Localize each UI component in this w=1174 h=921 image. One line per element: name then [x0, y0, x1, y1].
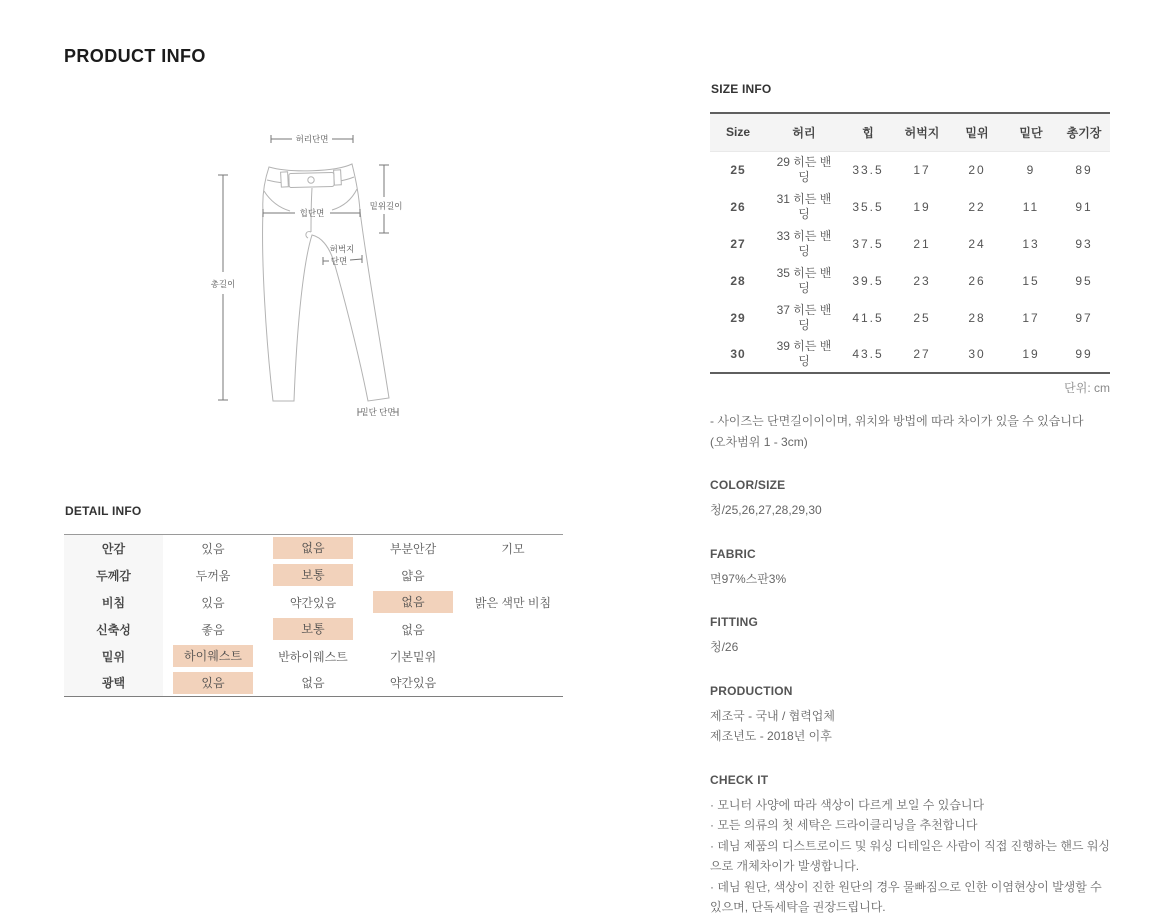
detail-label: 두께감 [64, 562, 163, 589]
option-label: 없음 [301, 676, 325, 691]
col-size: Size [710, 113, 766, 151]
length-cell: 91 [1075, 199, 1093, 214]
thigh-cell: 21 [913, 236, 931, 251]
length-cell: 99 [1075, 347, 1093, 361]
hem-width-label: 밑단 단면 [360, 407, 396, 417]
production-section [710, 684, 1116, 747]
length-cell: 93 [1075, 236, 1093, 251]
size-note-line: (오차범위 1 - 3cm) [710, 434, 808, 449]
hem-cell: 19 [1022, 347, 1040, 361]
thigh-cell: 27 [913, 347, 931, 361]
detail-option [363, 535, 463, 562]
size-cell: 30 [730, 347, 746, 361]
size-cell: 28 [730, 273, 746, 288]
option-label: 두꺼움 [195, 568, 231, 583]
size-info-heading: SIZE INFO [711, 82, 772, 96]
fitting-heading: FITTING [710, 615, 759, 629]
production-line: 제조년도 - 2018년 이후 [710, 729, 832, 743]
thigh-label-line1: 허벅지 [329, 244, 355, 254]
detail-option [163, 643, 263, 670]
option-label: 부분안감 [389, 541, 437, 556]
color-size-value: 청/25,26,27,28,29,30 [710, 503, 822, 517]
length-cell: 95 [1075, 273, 1093, 288]
option-label-selected: 없음 [373, 591, 453, 613]
button [308, 177, 314, 183]
fabric-heading: FABRIC [710, 546, 756, 561]
detail-option [363, 670, 463, 697]
thigh-cell: 23 [913, 273, 931, 288]
hem-cell: 17 [1022, 310, 1040, 325]
option-label-selected: 보통 [273, 618, 353, 640]
check-it-line: · 데님 제품의 디스트로이드 및 워싱 디테일은 사람이 직접 진행하는 핸드 워싱으로 개체차이가 발생합니다. [710, 838, 1111, 873]
detail-row-sheerness [64, 589, 563, 616]
option-label: 좋음 [201, 622, 225, 637]
detail-row-lining [64, 535, 563, 562]
color-size-section [710, 478, 1116, 521]
detail-option [463, 670, 563, 697]
option-label: 기본밑위 [389, 649, 437, 664]
option-label: 반하이웨스트 [278, 649, 348, 664]
detail-option [263, 589, 363, 616]
detail-info-heading: DETAIL INFO [65, 504, 142, 518]
detail-option [263, 535, 363, 562]
length-cell: 89 [1075, 162, 1093, 177]
hip-cell: 43.5 [852, 347, 884, 361]
detail-label: 비침 [64, 589, 163, 616]
size-info-section [710, 82, 1116, 918]
rise-cell: 22 [968, 199, 986, 214]
waist-cell: 35 히든 밴딩 [776, 265, 832, 295]
size-cell: 29 [730, 310, 746, 325]
detail-row-gloss [64, 670, 563, 697]
size-row [710, 151, 1110, 188]
size-table [710, 112, 1110, 374]
detail-option [463, 535, 563, 562]
detail-option [263, 562, 363, 589]
waist-cell: 39 히든 밴딩 [776, 339, 832, 368]
detail-option [363, 562, 463, 589]
page-title: PRODUCT INFO [64, 46, 206, 66]
option-label-selected: 없음 [273, 537, 353, 559]
hip-cell: 41.5 [852, 310, 884, 325]
detail-label: 신축성 [64, 616, 163, 643]
size-cell: 26 [730, 199, 746, 214]
pants-diagram-svg [190, 110, 430, 440]
thigh-cell: 25 [913, 310, 931, 325]
rise-cell: 24 [968, 236, 986, 251]
hem-cell: 9 [1026, 162, 1036, 177]
waist-cell: 33 히든 밴딩 [776, 228, 832, 258]
col-waist: 허리 [766, 113, 842, 151]
hip-cell: 33.5 [852, 162, 884, 177]
check-it-line: · 모든 의류의 첫 세탁은 드라이클리닝을 추천합니다 [710, 818, 978, 832]
check-it-line: · 데님 원단, 색상이 진한 원단의 경우 물빠짐으로 인한 이염현상이 발생할 수 있으며, 단독세탁을 권장드립니다. [710, 879, 1102, 914]
detail-option [163, 670, 263, 697]
belt-loop-left [281, 172, 289, 187]
hip-cell: 37.5 [852, 236, 884, 251]
rise-cell: 26 [968, 273, 986, 288]
detail-option [263, 670, 363, 697]
detail-option [163, 589, 263, 616]
size-row [710, 262, 1110, 299]
size-notes [710, 411, 1116, 452]
size-cell: 27 [730, 236, 746, 251]
waist-width-label: 허리단면 [295, 134, 329, 144]
fitting-section [710, 615, 1116, 658]
option-label-selected: 보통 [273, 564, 353, 586]
detail-option [363, 643, 463, 670]
rise-cell: 20 [968, 162, 986, 177]
pants-outline [263, 164, 389, 401]
col-hip: 힙 [842, 113, 894, 151]
col-hem: 밑단 [1004, 113, 1058, 151]
rise-cell: 28 [968, 310, 986, 325]
hip-cell: 39.5 [852, 273, 884, 288]
option-label: 약간있음 [389, 676, 437, 691]
col-rise: 밑위 [950, 113, 1004, 151]
fabric-section [710, 547, 1116, 590]
size-cell: 25 [730, 162, 746, 177]
thigh-label-line2: 단면 [330, 256, 348, 266]
detail-label: 밑위 [64, 643, 163, 670]
col-thigh: 허벅지 [894, 113, 950, 151]
rise-cell: 30 [968, 347, 986, 361]
hem-cell: 13 [1022, 236, 1040, 251]
option-label-selected: 하이웨스트 [173, 645, 253, 667]
detail-option [463, 562, 563, 589]
option-label: 기모 [501, 541, 525, 556]
detail-option [363, 616, 463, 643]
option-label: 약간있음 [289, 595, 337, 610]
option-label: 밝은 색만 비침 [474, 595, 552, 610]
detail-option [363, 589, 463, 616]
check-it-heading: CHECK IT [710, 772, 769, 787]
hip-width-label: 힙단면 [299, 208, 325, 218]
detail-label: 광택 [64, 670, 163, 697]
color-size-heading: COLOR/SIZE [710, 478, 786, 492]
detail-row-thickness [64, 562, 563, 589]
option-label: 있음 [201, 595, 225, 610]
detail-option [263, 616, 363, 643]
thigh-cell: 19 [913, 199, 931, 214]
detail-option [263, 643, 363, 670]
size-row [710, 225, 1110, 262]
detail-info-section [64, 504, 564, 697]
hem-cell: 15 [1022, 273, 1040, 288]
option-label-selected: 있음 [173, 672, 253, 694]
detail-option [463, 589, 563, 616]
production-line: 제조국 - 국내 / 협력업체 [710, 708, 835, 723]
detail-option [163, 616, 263, 643]
check-it-line: · 모니터 사양에 따라 색상이 다르게 보일 수 있습니다 [710, 797, 985, 812]
detail-option [463, 616, 563, 643]
fitting-value: 청/26 [710, 640, 739, 654]
option-label: 없음 [401, 622, 425, 637]
length-cell: 97 [1075, 310, 1093, 325]
pants-measurement-diagram [190, 110, 430, 440]
unit-note: 단위: cm [1064, 381, 1110, 395]
col-length: 총기장 [1058, 113, 1110, 151]
detail-option [163, 535, 263, 562]
fabric-value: 면97%스판3% [710, 571, 787, 586]
option-label: 얇음 [401, 568, 425, 583]
option-label: 있음 [201, 541, 225, 556]
detail-option [163, 562, 263, 589]
hip-cell: 35.5 [852, 199, 884, 214]
thigh-cell: 17 [913, 162, 931, 177]
size-note-line: - 사이즈는 단면길이이이며, 위치와 방법에 따라 차이가 있을 수 있습니다 [710, 414, 1084, 428]
waist-cell: 31 히든 밴딩 [776, 191, 832, 221]
waist-cell: 37 히든 밴딩 [776, 302, 832, 332]
size-row [710, 336, 1110, 373]
production-heading: PRODUCTION [710, 683, 793, 698]
belt-loop-right [334, 170, 342, 185]
detail-row-rise [64, 643, 563, 670]
waist-cell: 29 히든 밴딩 [776, 154, 832, 184]
detail-label: 안감 [64, 535, 163, 562]
size-table-header-row [710, 113, 1110, 151]
detail-table [64, 534, 563, 697]
check-it-section [710, 773, 1116, 918]
total-length-label: 총길이 [210, 279, 236, 289]
detail-row-stretch [64, 616, 563, 643]
size-row [710, 299, 1110, 336]
hem-cell: 11 [1022, 199, 1040, 214]
rise-length-label: 밑위길이 [369, 201, 403, 211]
detail-option [463, 643, 563, 670]
size-row [710, 188, 1110, 225]
